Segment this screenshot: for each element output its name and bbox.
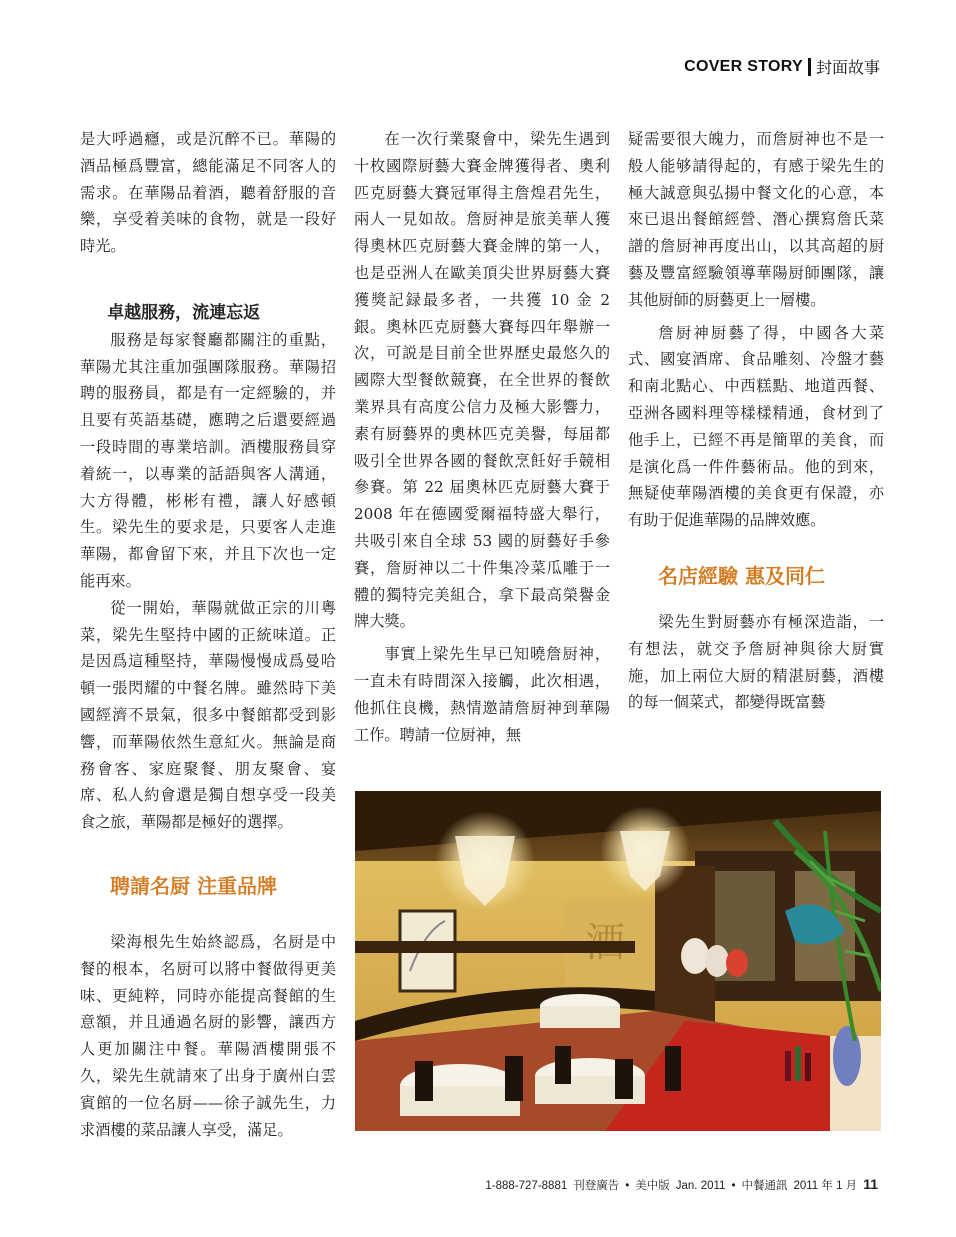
issue-date-en: Jan. 2011 — [675, 1180, 726, 1192]
column-left — [80, 126, 336, 1143]
section-header — [684, 55, 880, 78]
column-middle — [354, 126, 610, 748]
issue-date-zh: 2011 年 1 月 — [793, 1180, 858, 1192]
paragraph: 服務是每家餐廳都關注的重點，華陽尤其注重加强團隊服務。華陽招聘的服務員，都是有一定經驗的，并且要有英語基礎，應聘之后還要經過一段時間的專業培訓。酒樓服務員穿着統一，以專業的話語與客人溝通，大方得體，彬彬有禮，讓人好感頓生。梁先生的要求是，只要客人走進華陽，都會留下來，并且下次也一定能再來。 — [80, 330, 336, 590]
dot-separator: • — [625, 1180, 630, 1192]
paragraph: 從一開始，華陽就做正宗的川粵菜，梁先生堅持中國的正統味道。正是因爲這種堅持，華陽慢慢成爲曼哈頓一張閃耀的中餐名牌。雖然時下美國經濟不景氣，很多中餐館都受到影響，而華陽依然生意紅火。無論是商務會客、家庭聚餐、朋友聚會、宴席、私人約會還是獨自想享受一段美食之旅，華陽都是極好的選擇。 — [80, 598, 336, 832]
edition-label: 美中版 — [635, 1180, 670, 1192]
paragraph: 梁先生對厨藝亦有極深造詣，一有想法，就交予詹厨神與徐大厨實施，加上兩位大厨的精湛厨藝，酒樓的每一個菜式，都變得既富藝 — [628, 612, 884, 712]
paragraph: 詹厨神厨藝了得，中國各大菜式、國宴酒席、食品雕刻、冷盤才藝和南北點心、中西糕點、地道西餐、亞洲各國料理等樣樣精通，食材到了他手上，已經不再是簡單的美食，而是演化爲一件件藝術品。他的到來，無疑使華陽酒樓的美食更有保證，亦有助于促進華陽的品牌效應。 — [628, 323, 884, 530]
section-title-en: COVER STORY — [684, 57, 803, 75]
phone-number: 1-888-727-8881 — [485, 1180, 568, 1192]
paragraph: 在一次行業聚會中，梁先生遇到十枚國際厨藝大賽金牌獲得者、奧利匹克厨藝大賽冠軍得主詹煌君先生，兩人一見如故。詹厨神是旅美華人獲得奧林匹克厨藝大賽金牌的第一人，也是亞洲人在歐美頂尖世界厨藝大賽獲獎記録最多者，一共獲 10 金 2 銀。奧林匹克厨藝大賽每四年舉辦一次，可説是目前全世界歷史最悠久的國際大型餐飲競賽，在全世界的餐飲業界具有高度公信力及極大影響力，素有厨藝界的奧林匹克美譽，每届都吸引全世界各國的餐飲烹飪好手競相參賽。第 22 届奧林匹克厨藝大賽于 2008 年在德國愛爾福特盛大舉行，共吸引來自全球 53 國的厨藝好手參賽，詹厨神以二十件集冷菜瓜雕于一體的獨特完美組合，拿下最高榮譽金牌大獎。 — [354, 130, 610, 631]
ad-label: 刊登廣告 — [573, 1180, 620, 1192]
paragraph: 梁海根先生始終認爲，名厨是中餐的根本，名厨可以將中餐做得更美味、更純粹，同時亦能提高餐館的生意額，并且通過名厨的影響，讓西方人更加關注中餐。華陽酒樓開張不久，梁先生就請來了出身于廣州白雲賓館的一位名厨——徐子誠先生，力求酒樓的菜品讓人享受，滿足。 — [80, 932, 336, 1139]
page-footer — [485, 1176, 878, 1193]
subheading-chef: 聘請名厨 注重品牌 — [110, 873, 277, 898]
subheading-service: 卓越服務，流連忘返 — [107, 302, 261, 323]
restaurant-interior-photo — [355, 791, 881, 1131]
paragraph: 是大呼過癮，或是沉醉不已。華陽的酒品極爲豐富，總能滿足不同客人的需求。在華陽品着酒，聽着舒服的音樂，享受着美味的食物，就是一段好時光。 — [80, 130, 336, 256]
header-divider — [808, 58, 811, 76]
section-title-zh: 封面故事 — [815, 58, 880, 77]
subheading-experience: 名店經驗 惠及同仁 — [658, 563, 825, 588]
dot-separator: • — [731, 1180, 736, 1192]
paragraph: 疑需要很大魄力，而詹厨神也不是一般人能够請得起的，有感于梁先生的極大誠意與弘揚中餐文化的心意，本來已退出餐館經營、潛心撰寫詹氏菜譜的詹厨神再度出山，以其高超的厨藝及豐富經驗領導華陽厨師團隊，讓其他厨師的厨藝更上一層樓。 — [628, 130, 884, 309]
magazine-name: 中餐通訊 — [741, 1180, 788, 1192]
column-right — [628, 126, 884, 716]
paragraph: 事實上梁先生早已知曉詹厨神，一直未有時間深入接觸，此次相遇，他抓住良機，熱情邀請詹厨神到華陽工作。聘請一位厨神，無 — [354, 645, 610, 744]
page-number: 11 — [863, 1176, 878, 1192]
